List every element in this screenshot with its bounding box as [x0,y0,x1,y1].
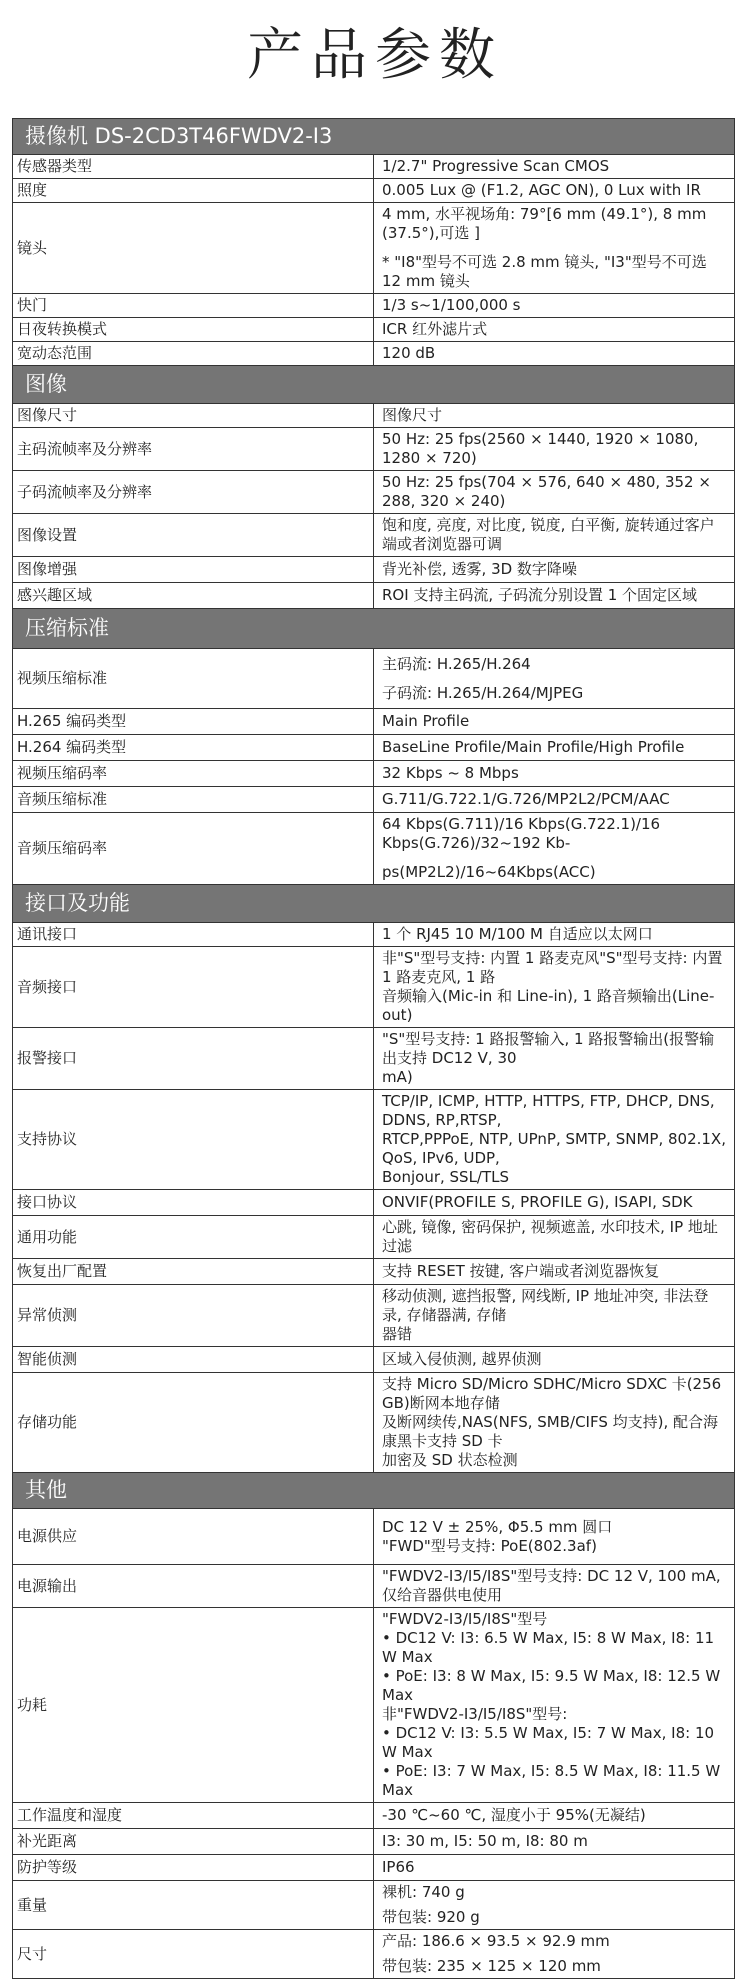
spec-row [13,761,735,787]
spec-value [374,1803,735,1829]
spec-value-line: 1/2.7" Progressive Scan CMOS [382,157,610,175]
spec-row [13,583,735,609]
spec-label: 智能侦测 [13,1347,374,1373]
spec-value [374,1829,735,1855]
spec-row [13,923,735,947]
spec-label: 音频压缩标准 [13,787,374,813]
spec-value-line: • PoE: I3: 7 W Max, I5: 8.5 W Max, I8: 11.5 W Max [382,1762,721,1799]
spec-value-line: "FWDV2-I3/I5/I8S"型号 [382,1610,548,1628]
spec-value-line: 区域入侵侦测, 越界侦测 [382,1350,542,1368]
spec-value [374,428,735,471]
spec-value-line: 支持 Micro SD/Micro SDHC/Micro SDXC 卡(256 GB)断网本地存储 [382,1375,722,1412]
spec-row [13,735,735,761]
spec-value-line: RTCP,PPPoE, NTP, UPnP, SMTP, SNMP, 802.1X, QoS, IPv6, UDP, [382,1130,726,1167]
spec-value [374,761,735,787]
spec-value-line: Main Profile [382,712,470,730]
page-title: 产品参数 [247,23,503,88]
spec-value [374,1090,735,1190]
spec-label: 电源输出 [13,1565,374,1608]
spec-row [13,1216,735,1259]
spec-value-line: TCP/IP, ICMP, HTTP, HTTPS, FTP, DHCP, DNS, DDNS, RP,RTSP, [382,1092,715,1129]
spec-row [13,1803,735,1829]
spec-value [374,471,735,514]
spec-value [374,1930,735,1979]
spec-value-line: 器错 [382,1325,413,1343]
spec-value [374,735,735,761]
spec-value-line: ps(MP2L2)/16~64Kbps(ACC) [382,863,596,881]
spec-label: 照度 [13,179,374,203]
section-header [13,1473,735,1509]
spec-value-line: • PoE: I3: 8 W Max, I5: 9.5 W Max, I8: 12.5 W Max [382,1667,721,1704]
spec-label: H.264 编码类型 [13,735,374,761]
spec-row [13,342,735,366]
spec-value [374,557,735,583]
spec-label: 图像尺寸 [13,404,374,428]
spec-row [13,813,735,885]
spec-label: 通用功能 [13,1216,374,1259]
spec-row [13,318,735,342]
spec-row [13,1565,735,1608]
spec-row [13,203,735,294]
spec-row [13,404,735,428]
section-title: 图像 [13,366,735,404]
spec-value-line: 心跳, 镜像, 密码保护, 视频遮盖, 水印技术, IP 地址过滤 [382,1218,718,1255]
spec-value-line: 子码流: H.265/H.264/MJPEG [382,683,584,702]
spec-value-line: IP66 [382,1858,415,1876]
spec-value-line: 120 dB [382,344,436,362]
spec-label: 功耗 [13,1608,374,1803]
spec-row [13,1930,735,1979]
section-title: 压缩标准 [13,609,735,649]
spec-label: 子码流帧率及分辨率 [13,471,374,514]
spec-label: 重量 [13,1881,374,1930]
spec-label: 传感器类型 [13,155,374,179]
spec-value [374,1285,735,1347]
spec-value-line: ONVIF(PROFILE S, PROFILE G), ISAPI, SDK [382,1193,693,1211]
spec-value-line: 及断网续传,NAS(NFS, SMB/CIFS 均支持), 配合海康黑卡支持 SD 卡 [382,1413,719,1450]
spec-value-line: 产品: 186.6 × 93.5 × 92.9 mm [382,1932,610,1950]
spec-row [13,1855,735,1881]
spec-value [374,1881,735,1930]
spec-value-line: 4 mm, 水平视场角: 79°[6 mm (49.1°), 8 mm (37.5°),可选 ] [382,205,707,242]
section-header [13,885,735,923]
spec-row [13,1190,735,1216]
spec-value-line: "FWDV2-I3/I5/I8S"型号支持: DC 12 V, 100 mA, 仅给音器供电使用 [382,1567,721,1604]
spec-value-line: G.711/G.722.1/G.726/MP2L2/PCM/AAC [382,790,670,808]
spec-row [13,514,735,557]
spec-value-line: Bonjour, SSL/TLS [382,1168,510,1186]
spec-value [374,813,735,885]
spec-value-line: 支持 RESET 按键, 客户端或者浏览器恢复 [382,1262,660,1280]
spec-label: 视频压缩标准 [13,649,374,709]
spec-value-line: -30 ℃~60 ℃, 湿度小于 95%(无凝结) [382,1806,646,1824]
spec-table-body [13,119,735,1979]
spec-row [13,1090,735,1190]
spec-row [13,1881,735,1930]
spec-label: 音频压缩码率 [13,813,374,885]
spec-value-line: I3: 30 m, I5: 50 m, I8: 80 m [382,1832,588,1850]
spec-value-line: DC 12 V ± 25%, Φ5.5 mm 圆口 [382,1517,613,1536]
spec-value-line: 图像尺寸 [382,406,443,424]
spec-value [374,1565,735,1608]
spec-value-line: 移动侦测, 遮挡报警, 网线断, IP 地址冲突, 非法登录, 存储器满, 存储 [382,1287,709,1324]
spec-value [374,1373,735,1473]
spec-value-line: 1/3 s~1/100,000 s [382,296,521,314]
spec-value-line: BaseLine Profile/Main Profile/High Profile [382,738,685,756]
spec-row [13,471,735,514]
spec-value [374,923,735,947]
spec-value [374,342,735,366]
spec-label: 补光距离 [13,1829,374,1855]
spec-row [13,1259,735,1285]
spec-value [374,1855,735,1881]
spec-row [13,787,735,813]
spec-label: 接口协议 [13,1190,374,1216]
spec-value-line: "S"型号支持: 1 路报警输入, 1 路报警输出(报警输出支持 DC12 V, 30 [382,1030,715,1067]
spec-value [374,203,735,294]
spec-value-line: 背光补偿, 透雾, 3D 数字降噪 [382,560,577,578]
spec-row [13,947,735,1028]
spec-label: 快门 [13,294,374,318]
spec-row [13,1285,735,1347]
spec-label: 感兴趣区域 [13,583,374,609]
spec-row [13,428,735,471]
spec-value [374,318,735,342]
spec-label: 电源供应 [13,1509,374,1565]
spec-value [374,787,735,813]
spec-label: 宽动态范围 [13,342,374,366]
spec-value [374,1509,735,1565]
spec-value-line: ICR 红外滤片式 [382,320,488,338]
spec-row [13,1829,735,1855]
spec-table [12,118,735,1979]
spec-value-line: mA) [382,1068,413,1086]
spec-label: 存储功能 [13,1373,374,1473]
spec-label: 音频接口 [13,947,374,1028]
spec-value-line: 非"S"型号支持: 内置 1 路麦克风"S"型号支持: 内置 1 路麦克风, 1 路 [382,949,723,986]
spec-value-line: 主码流: H.265/H.264 [382,654,531,673]
spec-value [374,649,735,709]
spec-value [374,947,735,1028]
spec-value-line: 50 Hz: 25 fps(2560 × 1440, 1920 × 1080, 1280 × 720) [382,430,699,467]
spec-label: 防护等级 [13,1855,374,1881]
spec-value-line: 带包装: 235 × 125 × 120 mm [382,1957,601,1975]
spec-value-line: • DC12 V: I3: 6.5 W Max, I5: 8 W Max, I8: 11 W Max [382,1629,715,1666]
spec-row [13,179,735,203]
spec-value-line: 0.005 Lux @ (F1.2, AGC ON), 0 Lux with IR [382,181,701,199]
section-title: 接口及功能 [13,885,735,923]
spec-label: 视频压缩码率 [13,761,374,787]
spec-value-line: 非"FWDV2-I3/I5/I8S"型号: [382,1705,568,1723]
spec-label: 恢复出厂配置 [13,1259,374,1285]
spec-label: 报警接口 [13,1028,374,1090]
spec-value-line: "FWD"型号支持: PoE(802.3af) [382,1536,597,1555]
spec-value-line: 32 Kbps ~ 8 Mbps [382,764,519,782]
spec-value [374,583,735,609]
spec-value-line: ROI 支持主码流, 子码流分别设置 1 个固定区域 [382,586,698,604]
spec-value [374,1347,735,1373]
spec-row [13,557,735,583]
spec-row [13,1509,735,1565]
spec-label: 通讯接口 [13,923,374,947]
section-header [13,366,735,404]
spec-label: 尺寸 [13,1930,374,1979]
spec-row [13,294,735,318]
spec-label: 异常侦测 [13,1285,374,1347]
spec-label: H.265 编码类型 [13,709,374,735]
spec-value [374,294,735,318]
spec-label: 工作温度和湿度 [13,1803,374,1829]
spec-value [374,155,735,179]
spec-label: 日夜转换模式 [13,318,374,342]
spec-row [13,155,735,179]
spec-value-line: 音频输入(Mic-in 和 Line-in), 1 路音频输出(Line-out) [382,987,715,1024]
spec-value-line: 裸机: 740 g [382,1883,465,1901]
section-title: 其他 [13,1473,735,1509]
spec-value [374,1216,735,1259]
spec-row [13,1028,735,1090]
spec-value-line: * "I8"型号不可选 2.8 mm 镜头, "I3"型号不可选 12 mm 镜头 [382,253,707,290]
section-title: 摄像机 DS-2CD3T46FWDV2-I3 [13,119,735,155]
spec-label: 支持协议 [13,1090,374,1190]
section-header [13,119,735,155]
spec-value-line: 加密及 SD 状态检测 [382,1451,518,1469]
spec-value [374,1190,735,1216]
spec-value [374,709,735,735]
spec-value [374,1028,735,1090]
spec-row [13,1373,735,1473]
spec-label: 主码流帧率及分辨率 [13,428,374,471]
spec-label: 图像增强 [13,557,374,583]
spec-value-line: 带包装: 920 g [382,1908,480,1926]
spec-value-line: 64 Kbps(G.711)/16 Kbps(G.722.1)/16 Kbps(G.726)/32~192 Kb- [382,815,661,852]
spec-row [13,709,735,735]
spec-value-line: 1 个 RJ45 10 M/100 M 自适应以太网口 [382,925,653,943]
spec-label: 图像设置 [13,514,374,557]
spec-value-line: 饱和度, 亮度, 对比度, 锐度, 白平衡, 旋转通过客户端或者浏览器可调 [382,516,715,553]
spec-value-line: • DC12 V: I3: 5.5 W Max, I5: 7 W Max, I8: 10 W Max [382,1724,715,1761]
spec-row [13,1608,735,1803]
spec-value [374,179,735,203]
spec-value [374,514,735,557]
spec-value [374,1608,735,1803]
section-header [13,609,735,649]
spec-value-line: 50 Hz: 25 fps(704 × 576, 640 × 480, 352 × 288, 320 × 240) [382,473,711,510]
spec-row [13,1347,735,1373]
spec-row [13,649,735,709]
spec-value [374,404,735,428]
spec-label: 镜头 [13,203,374,294]
spec-value [374,1259,735,1285]
